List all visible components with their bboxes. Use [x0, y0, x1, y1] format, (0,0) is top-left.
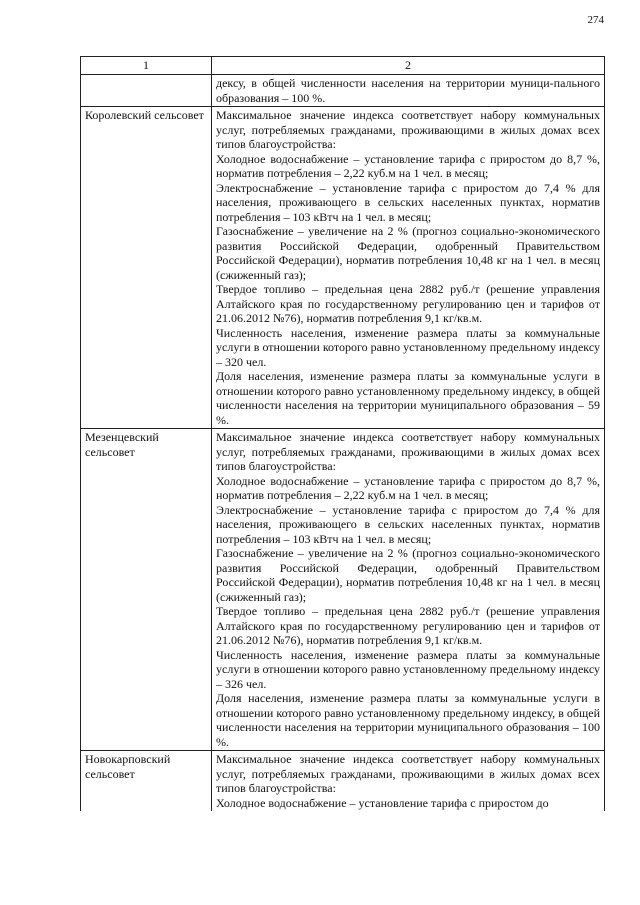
paragraph-solid-fuel: Твердое топливо – предельная цена 2882 руб./т (решение управления Алтайского края по государственному регулированию цен и тарифов от 21.06.2012 №76), норматив потребления 9,1 кг/кв.м. — [216, 604, 600, 647]
column-header-2: 2 — [212, 57, 605, 75]
page-number: 274 — [587, 14, 604, 26]
paragraph-water: Холодное водоснабжение – установление тарифа с приростом до 8,7 %, норматив потребления – 2,22 куб.м на 1 чел. в месяц; — [216, 151, 600, 180]
index-description — [212, 429, 605, 751]
paragraph-gas: Газоснабжение – увеличение на 2 % (прогноз социально-экономического развития Российской Федерации, одобренный Правительством Российской Федерации), норматив потребления 10,48 кг на 1 чел. в месяц (сжиженный газ); — [216, 224, 600, 282]
paragraph-population: Численность населения, изменение размера платы за коммунальные услуги в отношении которого равно установленному предельному индексу – 326 чел. — [216, 647, 600, 691]
index-description — [212, 751, 605, 812]
table-row-korolevsky — [81, 107, 605, 429]
municipality-name: Мезенцевский сельсовет — [81, 429, 212, 751]
paragraph-water: Холодное водоснабжение – установление тарифа с приростом до — [216, 795, 549, 810]
column-header-1: 1 — [81, 57, 212, 75]
index-description — [212, 107, 605, 429]
paragraph-population-share: Доля населения, изменение размера платы за коммунальные услуги в отношении которого равно установленному предельному индексу, в общей численности населения на территории муниципального образования – 59 %. — [216, 369, 600, 427]
paragraph-water: Холодное водоснабжение – установление тарифа с приростом до 8,7 %, норматив потребления – 2,22 куб.м на 1 чел. в месяц; — [216, 473, 600, 502]
paragraph-population-share: Доля населения, изменение размера платы за коммунальные услуги в отношении которого равно установленному предельному индексу, в общей численности населения на территории муниципального образования – 100 %. — [216, 691, 600, 749]
paragraph-intro: Максимальное значение индекса соответствует набору коммунальных услуг, потребляемых гражданами, проживающими в жилых домах всех типов благоустройства: — [216, 752, 600, 795]
table-row-mezentsevsky — [81, 429, 605, 751]
paragraph-solid-fuel: Твердое топливо – предельная цена 2882 руб./т (решение управления Алтайского края по государственному регулированию цен и тарифов от 21.06.2012 №76), норматив потребления 9,1 кг/кв.м. — [216, 282, 600, 325]
municipality-name: Королевский сельсовет — [81, 107, 212, 429]
table-row-novokarpovsky — [81, 751, 605, 812]
paragraph-gas: Газоснабжение – увеличение на 2 % (прогноз социально-экономического развития Российской Федерации, одобренный Правительством Российской Федерации), норматив потребления 10,48 кг на 1 чел. в месяц (сжиженный газ); — [216, 546, 600, 604]
continuation-name-cell — [81, 75, 212, 107]
municipality-name: Новокарповский сельсовет — [81, 751, 212, 812]
continuation-text: дексу, в общей численности населения на территории муници-пального образования – 100 %. — [216, 76, 600, 105]
paragraph-electricity: Электроснабжение – установление тарифа с приростом до 7,4 % для населения, проживающего в сельских населенных пунктах, норматив потребления – 103 кВтч на 1 чел. в месяц; — [216, 502, 600, 546]
municipal-index-table — [80, 56, 605, 811]
paragraph-intro: Максимальное значение индекса соответствует набору коммунальных услуг, потребляемых гражданами, проживающими в жилых домах всех типов благоустройства: — [216, 430, 600, 473]
paragraph-intro: Максимальное значение индекса соответствует набору коммунальных услуг, потребляемых гражданами, проживающими в жилых домах всех типов благоустройства: — [216, 108, 600, 151]
paragraph-electricity: Электроснабжение – установление тарифа с приростом до 7,4 % для населения, проживающего в сельских населенных пунктах, норматив потребления – 103 кВтч на 1 чел. в месяц; — [216, 180, 600, 224]
continuation-row — [81, 75, 605, 107]
table-header-row — [81, 57, 605, 75]
paragraph-population: Численность населения, изменение размера платы за коммунальные услуги в отношении которого равно установленному предельному индексу – 320 чел. — [216, 325, 600, 369]
continuation-text-cell — [212, 75, 605, 107]
